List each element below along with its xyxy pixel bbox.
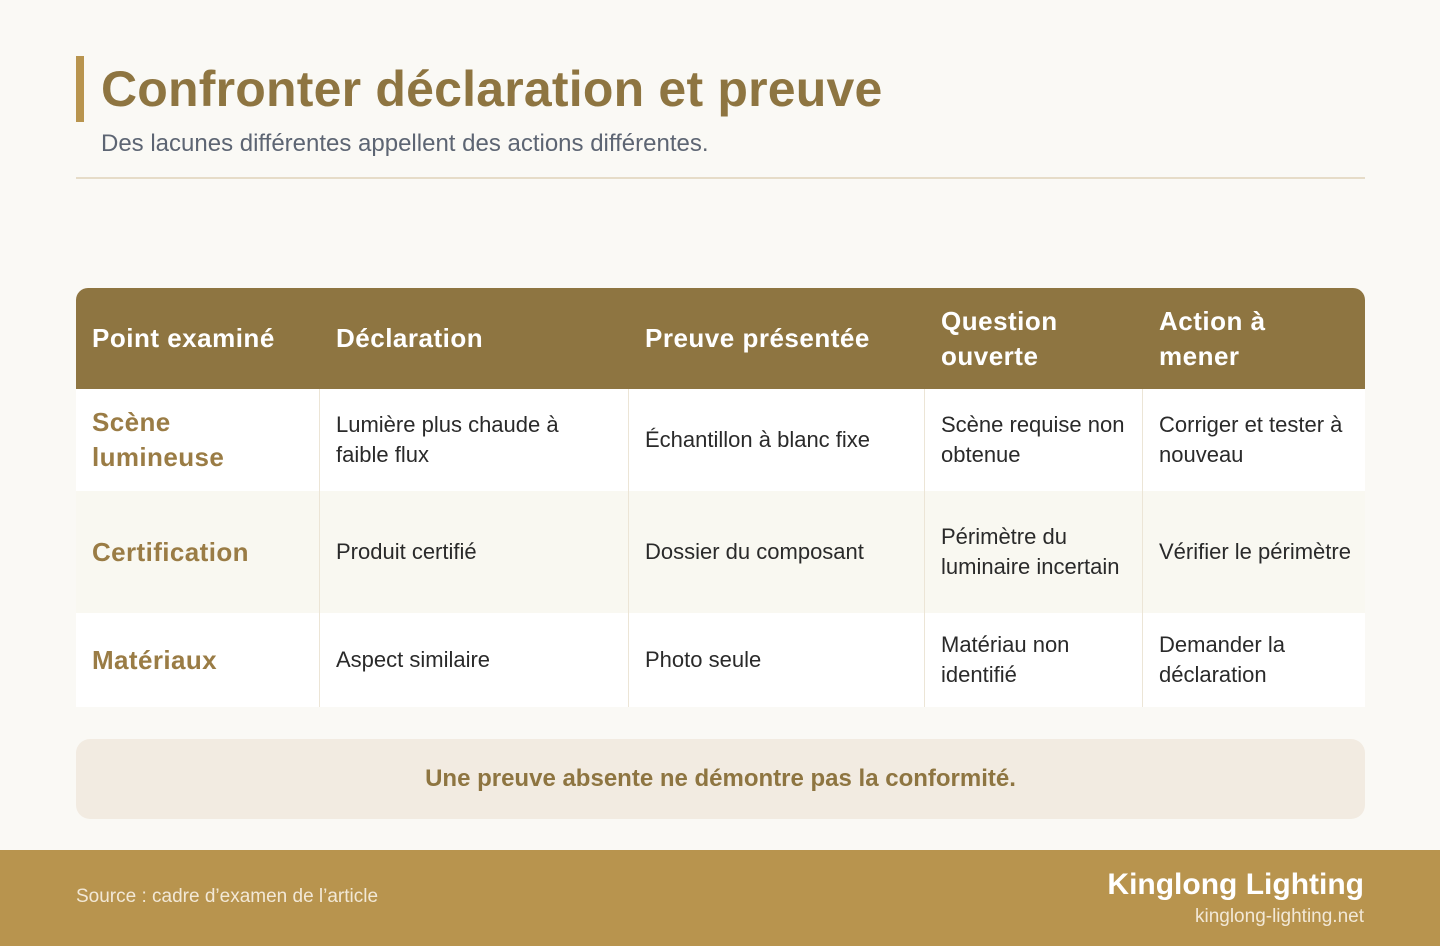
table-row <box>76 389 1365 491</box>
table-cell: Dossier du composant <box>629 491 925 613</box>
row-label: Matériaux <box>76 613 320 707</box>
footer <box>0 850 1440 946</box>
table-cell: Échantillon à blanc fixe <box>629 389 925 491</box>
table-header <box>76 288 1365 389</box>
comparison-table <box>76 288 1365 707</box>
column-header-action: Action à mener <box>1159 305 1266 371</box>
table-row <box>76 491 1365 613</box>
column-header-question: Question ouverte <box>941 305 1058 371</box>
table-cell: Aspect similaire <box>320 613 629 707</box>
row-label: Certification <box>76 491 320 613</box>
header <box>76 56 1365 158</box>
column-header-preuve: Preuve présentée <box>645 323 870 353</box>
table-cell: Scène requise non obtenue <box>925 389 1143 491</box>
table-cell: Corriger et tester à nouveau <box>1159 412 1343 467</box>
table-cell: Périmètre du luminaire incertain <box>925 491 1143 613</box>
header-divider <box>76 177 1365 179</box>
table-cell: Photo seule <box>629 613 925 707</box>
conclusion-note: Une preuve absente ne démontre pas la conformité. <box>76 739 1365 819</box>
table-row <box>76 613 1365 707</box>
table-cell: Produit certifié <box>320 491 629 613</box>
table-cell: Demander la déclaration <box>1159 632 1285 687</box>
brand-block <box>1107 868 1364 928</box>
brand-name: Kinglong Lighting <box>1107 868 1364 901</box>
page-subtitle: Des lacunes différentes appellent des actions différentes. <box>101 130 709 157</box>
table-cell: Lumière plus chaude à faible flux <box>320 389 629 491</box>
column-header-declaration: Déclaration <box>336 323 484 353</box>
table-cell: Vérifier le périmètre <box>1159 539 1351 564</box>
brand-url: kinglong-lighting.net <box>1194 906 1364 927</box>
column-header-point: Point examiné <box>92 323 275 353</box>
title-accent-bar <box>76 56 1365 122</box>
source-text: Source : cadre d’examen de l’article <box>76 886 379 907</box>
row-label: Scène lumineuse <box>76 389 320 491</box>
table-cell: Matériau non identifié <box>925 613 1143 707</box>
page-title: Confronter déclaration et preuve <box>101 61 883 117</box>
